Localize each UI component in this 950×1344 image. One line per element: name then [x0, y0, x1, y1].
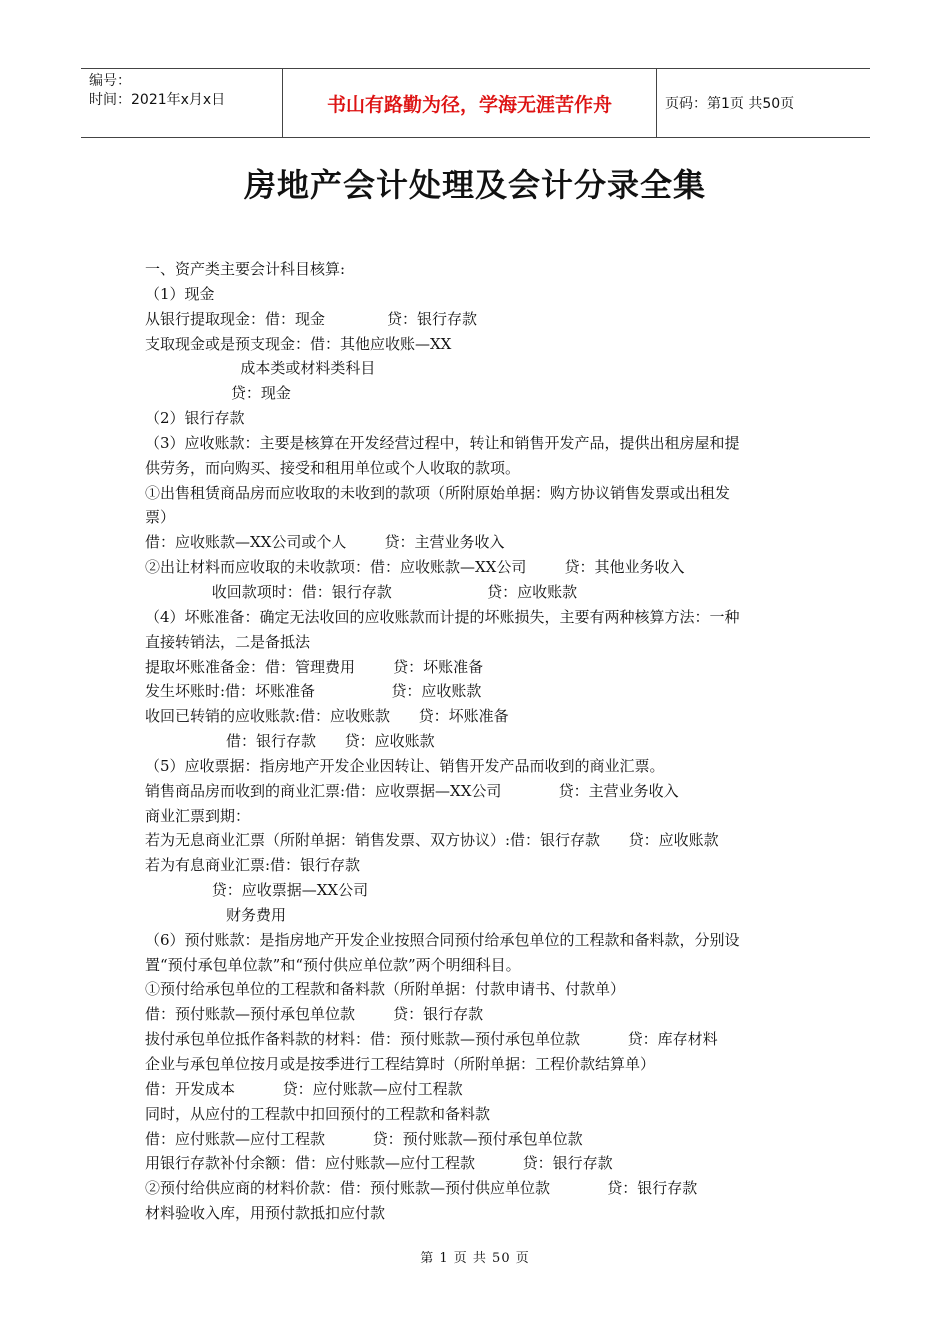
body-line: 贷：应收票据—XX公司 — [145, 881, 369, 900]
body-line: 同时，从应付的工程款中扣回预付的工程款和备料款 — [145, 1104, 491, 1123]
body-line: 成本类或材料类科目 — [145, 359, 376, 378]
body-line: （5）应收票据：指房地产开发企业因转让、销售开发产品而收到的商业汇票。 — [145, 756, 665, 775]
body-line: 拔付承包单位抵作备料款的材料：借：预付账款—预付承包单位款 贷：库存材料 — [145, 1030, 718, 1049]
body-line: 供劳务，而向购买、接受和租用单位或个人收取的款项。 — [145, 458, 521, 477]
body-line: 票） — [145, 508, 176, 527]
body-line: 企业与承包单位按月或是按季进行工程结算时（所附单据：工程价款结算单） — [145, 1055, 656, 1073]
body-line: （1）现金 — [145, 284, 215, 303]
header-motto: 书山有路勤为径，学海无涯苦作舟 — [283, 69, 657, 137]
body-line: 支取现金或是预支现金：借：其他应收账—XX — [145, 334, 452, 353]
body-line: （3）应收账款：主要是核算在开发经营过程中，转让和销售开发产品，提供出租房屋和提 — [145, 433, 740, 452]
body-line: 发生坏账时:借：坏账准备 贷：应收账款 — [145, 682, 482, 701]
page-footer: 第 1 页 共 50 页 — [420, 1251, 530, 1266]
body-line: 若为无息商业汇票（所附单据：销售发票、双方协议）:借：银行存款 贷：应收账款 — [145, 831, 719, 850]
document-title: 房地产会计处理及会计分录全集 — [243, 166, 706, 204]
body-line: 借：预付账款—预付承包单位款 贷：银行存款 — [145, 1005, 484, 1024]
body-line: 借：银行存款 贷：应收账款 — [145, 732, 435, 751]
body-line: ①出售租赁商品房而应收取的未收到的款项（所附原始单据：购方协议销售发票或出租发 — [145, 483, 731, 502]
body-line: 提取坏账准备金：借：管理费用 贷：坏账准备 — [145, 657, 484, 676]
body-line: 销售商品房而收到的商业汇票:借：应收票据—XX公司 贷：主营业务收入 — [145, 781, 679, 800]
body-line: 材料验收入库，用预付款抵扣应付款 — [145, 1204, 386, 1223]
body-line: ①预付给承包单位的工程款和备料款（所附单据：付款申请书、付款单） — [145, 980, 626, 999]
body-line: 一、资产类主要会计科目核算: — [145, 260, 346, 278]
body-line: （4）坏账准备：确定无法收回的应收账款而计提的坏账损失，主要有两种核算方法：一种 — [145, 607, 740, 626]
body-line: 财务费用 — [145, 905, 287, 924]
body-line: 用银行存款补付余额：借：应付账款—应付工程款 贷：银行存款 — [145, 1154, 613, 1173]
doc-date: 时间：2021年x月x日 — [89, 92, 226, 108]
body-line: 置“预付承包单位款”和“预付供应单位款”两个明细科目。 — [145, 955, 521, 974]
body-line: ②出让材料而应收取的未收款项：借：应收账款—XX公司 贷：其他业务收入 — [145, 558, 685, 577]
body-line: 贷：现金 — [145, 384, 291, 403]
body-line: （2）银行存款 — [145, 409, 245, 428]
body-line: ②预付给供应商的材料价款：借：预付账款—预付供应单位款 贷：银行存款 — [145, 1179, 698, 1198]
body-line: 收回款项时：借：银行存款 贷：应收账款 — [145, 582, 578, 601]
doc-number-label: 编号： — [89, 73, 131, 89]
document-header — [81, 68, 870, 138]
body-line: 直接转销法，二是备抵法 — [145, 632, 311, 651]
body-line: 从银行提取现金：借：现金 贷：银行存款 — [145, 309, 477, 328]
document-body — [145, 257, 815, 1226]
header-page-info: 页码：第1页 共50页 — [665, 96, 795, 112]
body-line: 收回已转销的应收账款:借：应收账款 贷：坏账准备 — [145, 707, 509, 726]
header-meta — [81, 69, 283, 137]
body-line: （6）预付账款：是指房地产开发企业按照合同预付给承包单位的工程款和备料款，分别设 — [145, 930, 740, 949]
body-line: 商业汇票到期： — [145, 806, 251, 825]
body-line: 借：开发成本 贷：应付账款—应付工程款 — [145, 1079, 463, 1098]
body-line: 借：应收账款—XX公司或个人 贷：主营业务收入 — [145, 533, 505, 552]
body-line: 借：应付账款—应付工程款 贷：预付账款—预付承包单位款 — [145, 1129, 583, 1148]
body-line: 若为有息商业汇票:借：银行存款 — [145, 856, 361, 875]
